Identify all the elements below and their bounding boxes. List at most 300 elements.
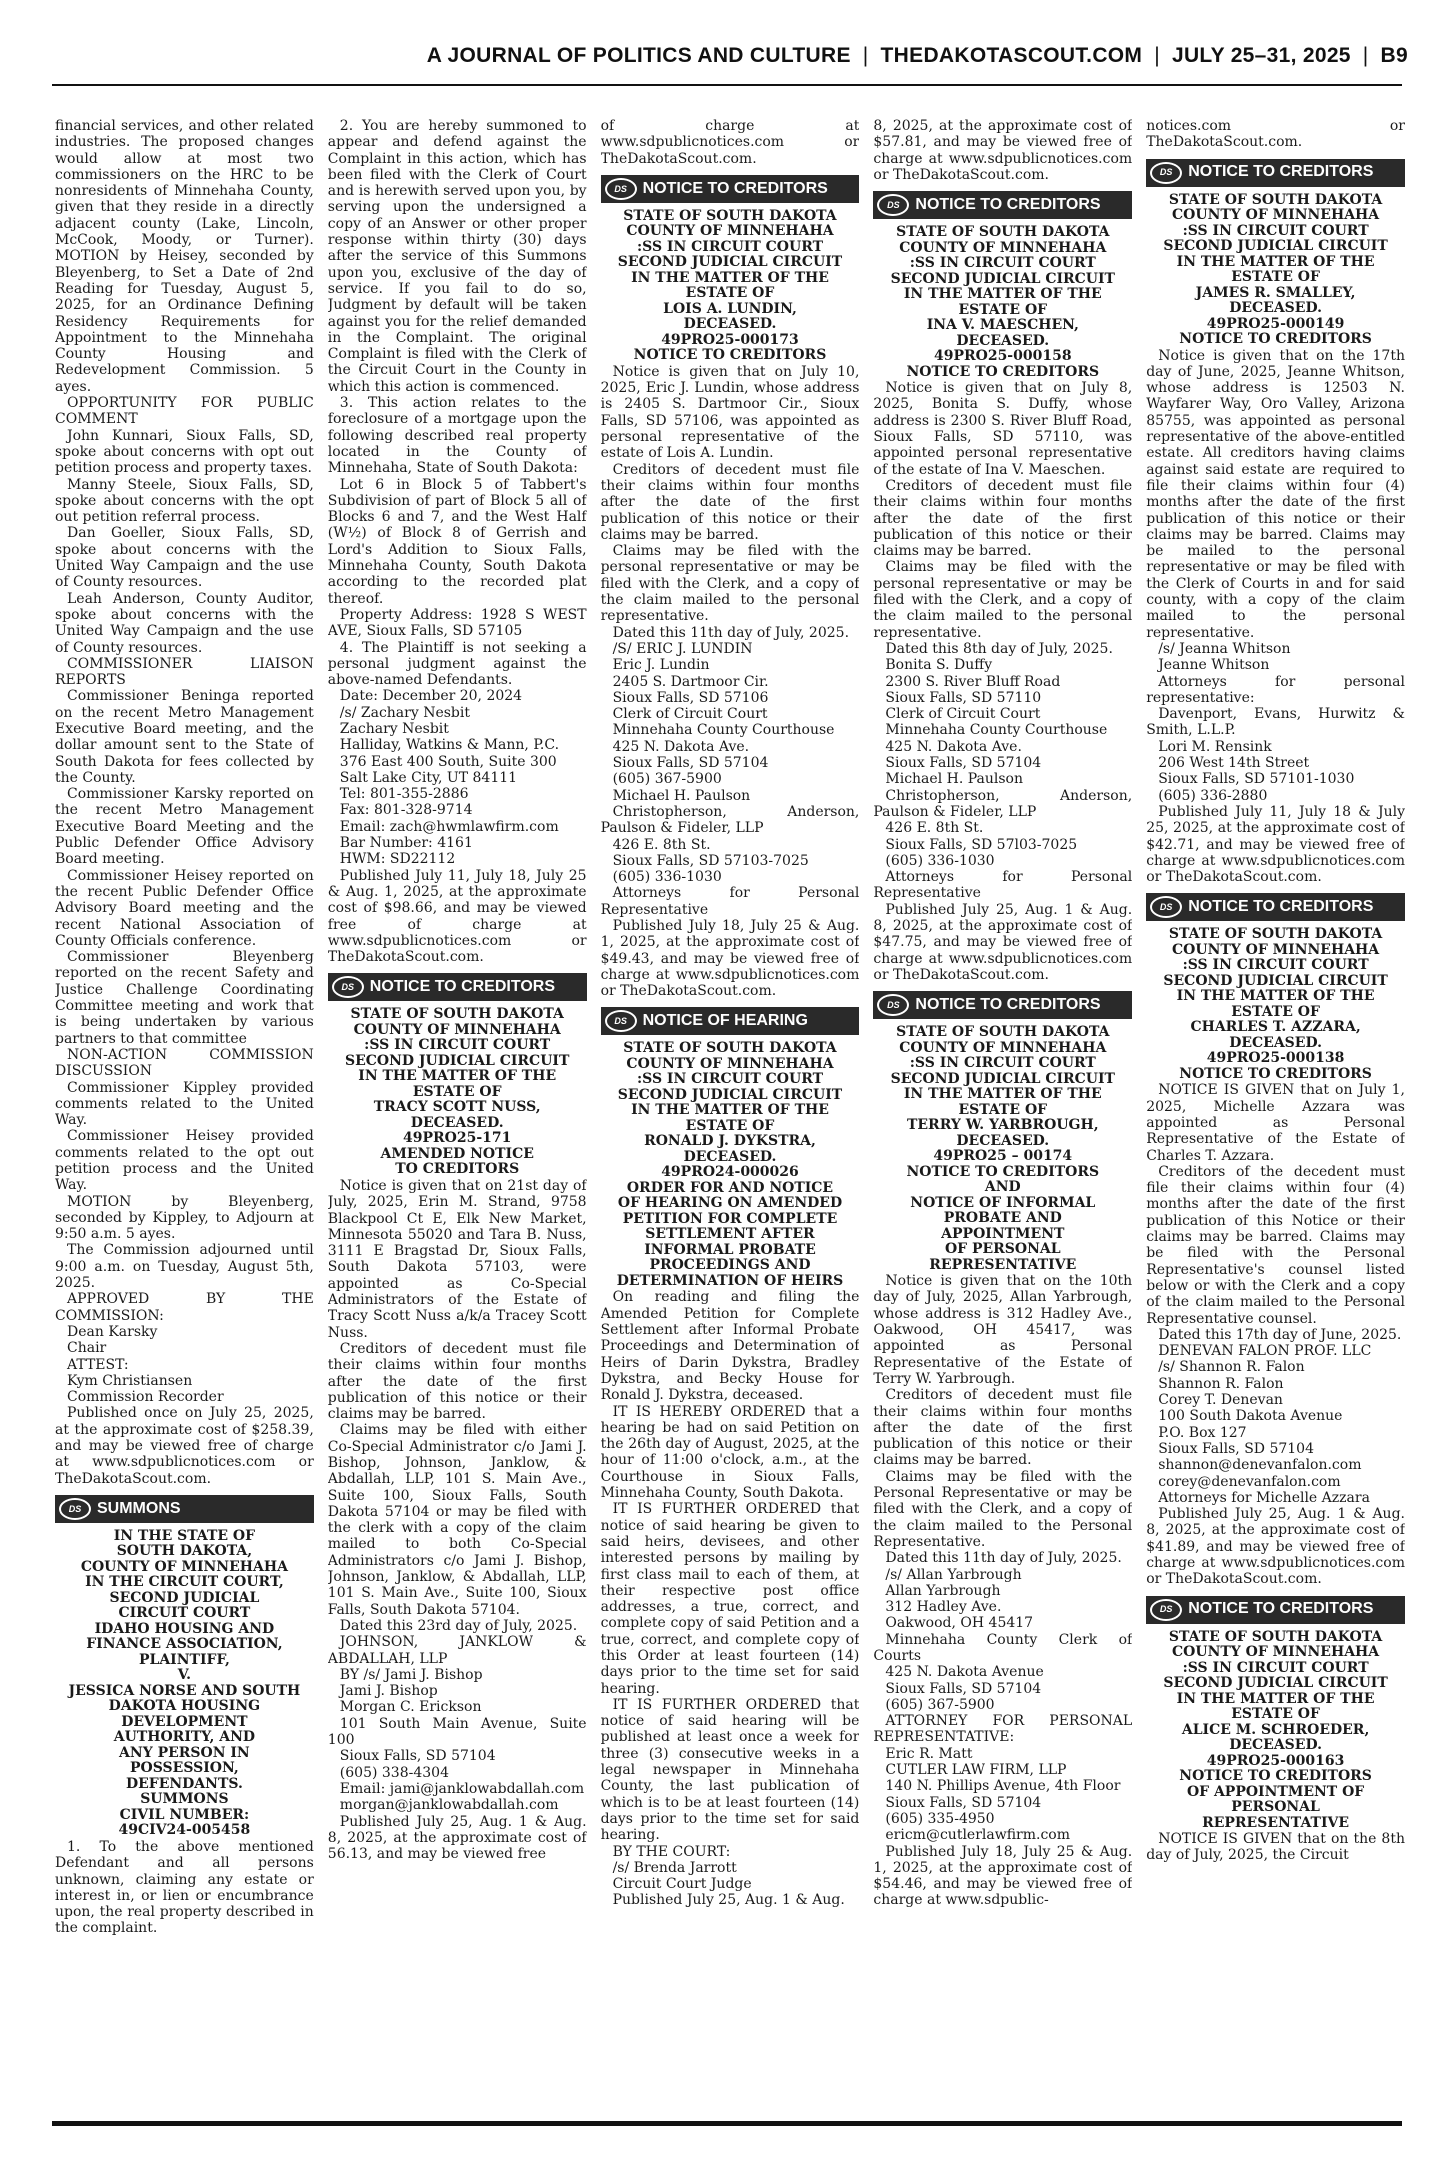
paragraph: IT IS FURTHER ORDERED that notice of said hearing be given to said heirs, devisees, and other interested persons by mailing by first class mail to each of them, at their respective post office addresses, a true, correct, and complete copy of said Petition and a true, correct, and complete copy of this Order at least fourteen (14) days prior to the time set for said hearing. [600, 1501, 860, 1697]
paragraph: Email: zach@hwmlawfirm.com [339, 818, 559, 835]
paragraph: Published July 25, Aug. 1 & Aug. 8, 2025, at the approximate cost of $47.75, and may be viewed free of charge at www.sdpublicnotices.com or TheDakotaScout.com. [873, 901, 1133, 983]
paragraph: Dan Goeller, Sioux Falls, SD, spoke about concerns with the United Way Campaign and the use of County resources. [55, 525, 314, 591]
notice-columns [55, 118, 1405, 2113]
scout-logo-icon: DS [59, 1498, 91, 1520]
caption-line: :SS IN CIRCUIT COURT [909, 255, 1096, 272]
caption-line: NOTICE TO CREDITORS [1179, 331, 1372, 348]
caption-line: DECEASED. [683, 1148, 777, 1165]
caption-line: :SS IN CIRCUIT COURT [909, 1055, 1096, 1072]
paragraph: Lori M. Rensink [1158, 738, 1272, 755]
caption-line: ANY PERSON IN [119, 1744, 250, 1761]
paragraph: Sioux Falls, SD 57104 [1158, 1440, 1314, 1457]
caption-line: 49PRO25-000163 [1206, 1752, 1345, 1769]
caption-line: DEVELOPMENT [121, 1713, 248, 1730]
scout-logo-icon: DS [1150, 162, 1182, 184]
paragraph: of charge at www.sdpublicnotices.com or TheDakotaScout.com. [600, 118, 860, 167]
paragraph: NOTICE IS GIVEN that on the 8th day of July, 2025, the Circuit [1146, 1831, 1405, 1864]
caption-line: REPRESENTATIVE [929, 1256, 1077, 1273]
caption-line: :SS IN CIRCUIT COURT [636, 238, 824, 255]
paragraph: Bonita S. Duffy [885, 657, 993, 674]
paragraph: Sioux Falls, SD 57101-1030 [1158, 771, 1355, 788]
paragraph: Attorneys for Personal Representative [873, 869, 1133, 902]
caption-line: DEFENDANTS. [125, 1775, 243, 1792]
caption-line: :SS IN CIRCUIT COURT [364, 1037, 551, 1054]
paragraph: 312 Hadley Ave. [885, 1599, 1002, 1616]
section-header-notice-of-hearing [601, 1007, 860, 1035]
paragraph: Davenport, Evans, Hurwitz & Smith, L.L.P. [1146, 706, 1405, 739]
caption-line: SETTLEMENT AFTER [645, 1226, 815, 1243]
paragraph: Sioux Falls, SD 57l03-7025 [885, 836, 1078, 853]
caption-line: OF APPOINTMENT OF [1186, 1783, 1365, 1800]
paragraph: Christopherson, Anderson, Paulson & Fideler, LLP [873, 787, 1133, 820]
caption-line: STATE OF SOUTH DAKOTA [623, 1040, 837, 1057]
paragraph: Commission Recorder [67, 1389, 224, 1406]
scout-logo-icon: DS [877, 994, 909, 1016]
section-header-label: NOTICE TO CREDITORS [1188, 163, 1374, 181]
paragraph: Manny Steele, Sioux Falls, SD, spoke about concerns with the opt out petition referral process. [55, 476, 314, 526]
paragraph: Sioux Falls, SD 57104 [885, 755, 1042, 772]
paragraph: Sioux Falls, SD 57110 [885, 689, 1042, 706]
paragraph: Lot 6 in Block 5 of Tabbert's Subdivision of part of Block 5 all of Blocks 6 and 7, and the West Half (W½) of Block 8 of Gerrish and Lord's Addition to Sioux Falls, Minnehaha County, South Dakota according to the recorded plat thereof. [327, 476, 587, 607]
paragraph: Eric R. Matt [885, 1745, 973, 1762]
case-caption [1146, 1630, 1405, 1832]
paragraph: Michael H. Paulson [885, 771, 1023, 788]
paragraph: /s/ Allan Yarbrough [885, 1566, 1022, 1583]
caption-line: STATE OF SOUTH DAKOTA [896, 1024, 1110, 1041]
paragraph: notices.com or TheDakotaScout.com. [1146, 118, 1405, 151]
caption-line: 49PRO25-171 [403, 1130, 512, 1147]
caption-line: DAKOTA HOUSING [108, 1698, 261, 1715]
paragraph: Dean Karsky [67, 1323, 158, 1340]
caption-line: PERSONAL [1231, 1799, 1320, 1816]
caption-line: IN THE MATTER OF THE [631, 1102, 829, 1119]
caption-line: IN THE STATE OF [113, 1527, 256, 1544]
paragraph: 140 N. Phillips Avenue, 4th Floor [885, 1778, 1121, 1795]
caption-line: :SS IN CIRCUIT COURT [636, 1071, 824, 1088]
caption-line: IN THE MATTER OF THE [1176, 988, 1375, 1005]
section-header-label: SUMMONS [97, 1499, 181, 1517]
section-header-label: NOTICE TO CREDITORS [1188, 898, 1374, 916]
paragraph: 425 N. Dakota Avenue [885, 1664, 1044, 1681]
paragraph: 426 E. 8th St. [885, 820, 984, 837]
paragraph: Creditors of decedent must file their claims within four months after the date of the first publication of this notice or their claims may be barred. [327, 1340, 587, 1423]
top-rule [52, 84, 1402, 86]
masthead-separator: | [862, 44, 869, 67]
paragraph: (605) 367-5900 [885, 1696, 995, 1713]
case-caption [601, 209, 860, 364]
caption-line: DECEASED. [410, 1114, 504, 1131]
paragraph: The Commission adjourned until 9:00 a.m. on Tuesday, August 5th, 2025. [55, 1242, 314, 1292]
paragraph: Commissioner Bleyenberg reported on the recent Safety and Justice Challenge Coordinating Committee meeting and work that is being undertaken by various partners to that committee [55, 949, 314, 1047]
caption-line: 49PRO25 – 00174 [933, 1148, 1073, 1165]
caption-line: SECOND JUDICIAL [109, 1589, 260, 1606]
paragraph: (605) 336-2880 [1158, 787, 1268, 804]
caption-line: AMENDED NOTICE [380, 1145, 534, 1162]
paragraph: Creditors of decedent must file their claims within four months after the date of the first publication of this notice or their claims may be barred. [873, 1387, 1133, 1469]
paragraph: Date: December 20, 2024 [339, 688, 523, 705]
caption-line: REPRESENTATIVE [1202, 1814, 1350, 1831]
caption-line: ESTATE OF [685, 1117, 775, 1134]
paragraph: (605) 335-4950 [885, 1810, 995, 1827]
paragraph: Commissioner Heisey reported on the recent Public Defender Office Advisory Board meeting and the recent National Association of County Officials conference. [55, 867, 314, 949]
paragraph: Sioux Falls, SD 57106 [612, 689, 769, 706]
paragraph: 2. You are hereby summoned to appear and defend against the Complaint in this action, which has been filed with the Clerk of Court and is herewith served upon you, by serving upon the undersigned a copy of an Answer or other proper response within thirty (30) days after the service of this Summons upon you, exclusive of the day of service. If you fail to do so, Judgment by default will be taken against you for the relief demanded in the Complaint. The original Complaint is filed with the Clerk of the Circuit Court in the County in which this action is commenced. [327, 118, 587, 395]
paragraph: Published July 18, July 25 & Aug. 1, 2025, at the approximate cost of $49.43, and may be viewed free of charge at www.sdpublicnotices.com or TheDakotaScout.com. [600, 917, 860, 1000]
caption-line: SECOND JUDICIAL CIRCUIT [617, 254, 843, 271]
caption-line: COUNTY OF MINNEHAHA [899, 1039, 1107, 1056]
paragraph: shannon@denevanfalon.com [1158, 1457, 1362, 1474]
section-header-label: NOTICE TO CREDITORS [642, 179, 828, 197]
paragraph: Claims may be filed with the Personal Representative or may be filed with the Clerk, and a copy of the claim mailed to the Personal Representative. [873, 1468, 1133, 1550]
caption-line: SUMMONS [140, 1791, 229, 1808]
paragraph: (605) 367-5900 [612, 771, 722, 788]
paragraph: MOTION by Bleyenberg, seconded by Kippley, to Adjourn at 9:50 a.m. 5 ayes. [55, 1193, 314, 1243]
paragraph: 101 South Main Avenue, Suite 100 [327, 1715, 587, 1749]
caption-line: NOTICE TO CREDITORS [1179, 1065, 1372, 1082]
caption-line: ALICE M. SCHROEDER, [1181, 1721, 1370, 1738]
paragraph: Attorneys for personal representative: [1146, 673, 1405, 706]
caption-line: :SS IN CIRCUIT COURT [1182, 957, 1369, 974]
paragraph: IT IS HEREBY ORDERED that a hearing be had on said Petition on the 26th day of August, 2025, at the hour of 11:00 o'clock, a.m., at the Courthouse in Sioux Falls, Minnehaha County, South Dakota. [600, 1403, 860, 1502]
paragraph: Published July 25, Aug. 1 & Aug. [612, 1892, 845, 1909]
paragraph: Dated this 8th day of July, 2025. [885, 640, 1113, 657]
paragraph: Sioux Falls, SD 57104 [339, 1748, 496, 1765]
caption-line: 49PRO25-000138 [1206, 1050, 1345, 1067]
paragraph: Email: jami@janklowabdallah.com [339, 1780, 585, 1797]
bottom-rule [52, 2121, 1402, 2126]
paragraph: IT IS FURTHER ORDERED that notice of said hearing will be published at least once a week for three (3) consecutive weeks in a legal newspaper in Minnehaha County, the last publication of which is to be at least fourteen (14) days prior to the time set for said hearing. [600, 1696, 860, 1844]
caption-line: IN THE MATTER OF THE [631, 269, 829, 286]
caption-line: SECOND JUDICIAL CIRCUIT [1163, 1675, 1388, 1692]
caption-line: OF HEARING ON AMENDED [617, 1195, 843, 1212]
case-caption [873, 1025, 1132, 1273]
section-header-label: NOTICE TO CREDITORS [369, 978, 555, 996]
paragraph: ericm@cutlerlawfirm.com [885, 1827, 1071, 1844]
scout-logo-icon: DS [1150, 1599, 1182, 1621]
paragraph: Notice is given that on 21st day of July, 2025, Erin M. Strand, 9758 Blackpool Ct E, Elk New Market, Minnesota 55020 and Tara B. Nuss, 3111 E Bragstad Dr, Sioux Falls, South Dakota 57103, were appointed as Co-Special Administrators of the Estate of Tracy Scott Nuss a/k/a Tracey Scott Nuss. [327, 1177, 587, 1341]
caption-line: DECEASED. [1229, 300, 1322, 317]
caption-line: TERRY W. YARBROUGH, [906, 1117, 1099, 1134]
section-header-label: NOTICE TO CREDITORS [1188, 1600, 1374, 1618]
paragraph: NON-ACTION COMMISSION DISCUSSION [55, 1046, 314, 1080]
paragraph: /s/ Zachary Nesbit [339, 704, 470, 721]
paragraph: /s/ Shannon R. Falon [1158, 1359, 1305, 1376]
caption-line: IN THE MATTER OF THE [903, 1086, 1102, 1103]
page-number: B9 [1380, 44, 1408, 67]
paragraph: 2300 S. River Bluff Road [885, 673, 1061, 690]
paragraph: BY THE COURT: [612, 1843, 731, 1860]
paragraph: P.O. Box 127 [1158, 1424, 1247, 1441]
paragraph: Notice is given that on July 8, 2025, Bonita S. Duffy, whose address is 2300 S. River Bluff Road, Sioux Falls, SD 57110, was appointed personal representative of the estate of Ina V. Maeschen. [873, 380, 1133, 478]
paragraph: Bar Number: 4161 [339, 835, 473, 852]
paragraph: Published July 18, July 25 & Aug. 1, 2025, at the approximate cost of $54.46, and may be viewed free of charge at www.sdpublic- [873, 1843, 1133, 1909]
caption-line: SECOND JUDICIAL CIRCUIT [890, 270, 1115, 287]
masthead-dates: JULY 25–31, 2025 [1171, 44, 1351, 67]
caption-line: SOUTH DAKOTA, [116, 1543, 253, 1560]
paragraph: ATTORNEY FOR PERSONAL REPRESENTATIVE: [873, 1713, 1133, 1746]
paragraph: CUTLER LAW FIRM, LLP [885, 1762, 1067, 1779]
paragraph: Attorneys for Personal Representative [600, 885, 860, 918]
case-caption [601, 1041, 860, 1289]
caption-line: SECOND JUDICIAL CIRCUIT [1163, 972, 1388, 989]
case-caption [328, 1007, 587, 1178]
paragraph: JOHNSON, JANKLOW & ABDALLAH, LLP [327, 1634, 587, 1667]
paragraph: On reading and filing the Amended Petition for Complete Settlement after Informal Probate Proceedings and Determination of Heirs of Darin Dykstra, Bradley Dykstra, and Becky House for Ronald J. Dykstra, deceased. [600, 1289, 860, 1404]
caption-line: AUTHORITY, AND [113, 1729, 256, 1746]
paragraph: Kym Christiansen [67, 1372, 193, 1389]
caption-line: DECEASED. [1229, 1737, 1322, 1754]
caption-line: ESTATE OF [1231, 1003, 1320, 1020]
caption-line: STATE OF SOUTH DAKOTA [1168, 191, 1383, 208]
paragraph: 425 N. Dakota Ave. [885, 738, 1022, 755]
scout-logo-icon: DS [332, 976, 364, 998]
section-header-notice-to-creditors [601, 175, 860, 203]
paragraph: Eric J. Lundin [612, 657, 710, 674]
paragraph: Sioux Falls, SD 57104 [612, 755, 769, 772]
paragraph: financial services, and other related industries. The proposed changes would allow at most two commissioners on the HRC to be nonresidents of Minnehaha County, given that they reside in a directly adjacent county (Lake, Lincoln, McCook, Moody, or Turner). MOTION by Heisey, seconded by Bleyenberg, to Set a Date of 2nd Reading for Tuesday, August 5, 2025, for an Ordinance Defining Residency Requirements for Appointment to the Minnehaha County Housing and Redevelopment Commission. 5 ayes. [55, 118, 314, 395]
paragraph: Notice is given that on the 17th day of June, 2025, Jeanne Whitson, whose address is 12503 N. Wayfarer Way, Oro Valley, Arizona 85755, was appointed as personal representative of the above-entitled estate. All creditors having claims against said estate are required to file their claims within four (4) months after the date of the first publication of this notice or their claims may be barred. Claims may be mailed to the personal representative or may be filed with the Clerk of Courts in and for said county, with a copy of the claim mailed to the personal representative. [1146, 347, 1405, 641]
caption-line: 49CIV24-005458 [118, 1822, 251, 1839]
paragraph: Creditors of decedent must file their claims within four months after the date of the first publication of this notice or their claims may be barred. [600, 461, 860, 543]
caption-line: STATE OF SOUTH DAKOTA [350, 1006, 564, 1023]
paragraph: Dated this 11th day of July, 2025. [885, 1550, 1122, 1567]
caption-line: NOTICE TO CREDITORS [1179, 1768, 1372, 1785]
column-1 [55, 118, 314, 2113]
paragraph: 2405 S. Dartmoor Cir. [612, 673, 769, 690]
caption-line: STATE OF SOUTH DAKOTA [623, 207, 837, 224]
caption-line: OF PERSONAL [944, 1241, 1061, 1258]
caption-line: NOTICE OF INFORMAL [910, 1194, 1096, 1211]
caption-line: PROBATE AND [943, 1210, 1062, 1227]
caption-line: :SS IN CIRCUIT COURT [1182, 1659, 1369, 1676]
caption-line: FINANCE ASSOCIATION, [86, 1636, 283, 1653]
masthead-section: A JOURNAL OF POLITICS AND CULTURE [426, 44, 851, 67]
caption-line: COUNTY OF MINNEHAHA [626, 1055, 834, 1072]
caption-line: ESTATE OF [958, 301, 1048, 318]
paragraph: Leah Anderson, County Auditor, spoke about concerns with the United Way Campaign and the use of County resources. [55, 590, 314, 656]
caption-line: STATE OF SOUTH DAKOTA [1168, 926, 1383, 943]
caption-line: STATE OF SOUTH DAKOTA [896, 224, 1110, 241]
paragraph: Notice is given that on the 10th day of July, 2025, Allan Yarbrough, whose address is 312 Hadley Ave., Oakwood, OH 45417, was appointed as Personal Representative of the Estate of Terry W. Yarbrough. [873, 1273, 1133, 1387]
paragraph: Creditors of the decedent must file their claims within four (4) months after the date of the first publication of this Notice or their claims may be barred. Claims may be filed with the Personal Representative's counsel listed below or with the Clerk and a copy of the claim mailed to the Personal Representative counsel. [1146, 1163, 1405, 1327]
paragraph: Claims may be filed with either Co-Special Administrator c/o Jami J. Bishop, Johnson, Janklow, & Abdallah, LLP, 101 S. Main Ave., Suite 100, Sioux Falls, South Dakota 57104 or may be filed with the clerk with a copy of the claim mailed to both Co-Special Administrators c/o Jami J. Bishop, Johnson, Janklow, & Abdallah, LLP, 101 S. Main Ave., Suite 100, Sioux Falls, South Dakota 57104. [327, 1422, 587, 1618]
section-header-summons [55, 1495, 314, 1523]
paragraph: /S/ ERIC J. LUNDIN [612, 640, 753, 657]
caption-line: COUNTY OF MINNEHAHA [1172, 207, 1380, 224]
paragraph: Jami J. Bishop [339, 1683, 438, 1700]
paragraph: 1. To the above mentioned Defendant and all persons unknown, claiming any estate or interest in, or lien or encumbrance upon, the real property described in the complaint. [55, 1838, 314, 1937]
paragraph: Shannon R. Falon [1158, 1375, 1284, 1392]
column-2 [328, 118, 587, 2113]
caption-line: IN THE MATTER OF THE [903, 286, 1102, 303]
paragraph: Clerk of Circuit Court [612, 706, 768, 723]
paragraph: corey@denevanfalon.com [1158, 1473, 1341, 1490]
caption-line: ESTATE OF [685, 285, 775, 302]
caption-line: 49PRO25-000158 [933, 348, 1072, 365]
caption-line: COUNTY OF MINNEHAHA [353, 1021, 561, 1038]
masthead-separator: | [1362, 44, 1369, 67]
caption-line: CIRCUIT COURT [118, 1605, 251, 1622]
paragraph: Claims may be filed with the personal representative or may be filed with the Clerk, and a copy of the claim mailed to the personal representative. [600, 543, 860, 625]
scout-logo-icon: DS [1150, 896, 1182, 918]
masthead-separator: | [1154, 44, 1160, 67]
paragraph: Notice is given that on July 10, 2025, Eric J. Lundin, whose address is 2405 S. Dartmoor Cir., Sioux Falls, SD 57106, was appointed as personal representative of the estate of Lois A. Lundin. [600, 363, 860, 462]
paragraph: Claims may be filed with the personal representative or may be filed with the Clerk, and a copy of the claim mailed to the personal representative. [873, 559, 1133, 641]
case-caption [1146, 193, 1405, 348]
caption-line: 49PRO25-000149 [1206, 315, 1345, 332]
paragraph: Published July 11, July 18 & July 25, 2025, at the approximate cost of $42.71, and may be viewed free of charge at www.sdpublicnotices.com or TheDakotaScout.com. [1146, 803, 1405, 886]
paragraph: BY /s/ Jami J. Bishop [339, 1666, 483, 1683]
paragraph: 4. The Plaintiff is not seeking a personal judgment against the above-named Defendants. [327, 639, 587, 689]
caption-line: DECEASED. [956, 332, 1050, 349]
caption-line: INA V. MAESCHEN, [926, 317, 1079, 334]
paragraph: Allan Yarbrough [885, 1582, 1001, 1599]
caption-line: PETITION FOR COMPLETE [622, 1210, 838, 1227]
paragraph: 100 South Dakota Avenue [1158, 1408, 1343, 1425]
caption-line: COUNTY OF MINNEHAHA [1172, 1644, 1380, 1661]
caption-line: PROCEEDINGS AND [649, 1257, 811, 1274]
caption-line: ESTATE OF [1231, 269, 1320, 286]
caption-line: PLAINTIFF, [138, 1651, 230, 1668]
paragraph: (605) 336-1030 [885, 852, 995, 869]
paragraph: OPPORTUNITY FOR PUBLIC COMMENT [55, 395, 314, 428]
caption-line: IDAHO HOUSING AND [94, 1620, 275, 1637]
caption-line: DECEASED. [1229, 1034, 1322, 1051]
paragraph: 206 West 14th Street [1158, 755, 1310, 772]
paragraph: Published July 25, Aug. 1 & Aug. 8, 2025, at the approximate cost of $41.89, and may be viewed free of charge at www.sdpublicnotices.com or TheDakotaScout.com. [1146, 1506, 1405, 1588]
paragraph: Published July 25, Aug. 1 & Aug. 8, 2025, at the approximate cost of 56.13, and may be viewed free [327, 1813, 587, 1863]
paragraph: Christopherson, Anderson, Paulson & Fideler, LLP [600, 803, 860, 837]
column-3 [601, 118, 860, 2113]
scout-logo-icon: DS [605, 178, 637, 200]
paragraph: Property Address: 1928 S WEST AVE, Sioux Falls, SD 57105 [327, 606, 587, 640]
caption-line: RONALD J. DYKSTRA, [644, 1133, 816, 1150]
paragraph: Corey T. Denevan [1158, 1392, 1283, 1409]
paragraph: Published July 11, July 18, July 25 & Aug. 1, 2025, at the approximate cost of $98.66, and may be viewed free of charge at www.sdpublicnotices.com or TheDakotaScout.com. [327, 867, 587, 966]
paragraph: Creditors of decedent must file their claims within four months after the date of the first publication of this notice or their claims may be barred. [873, 477, 1133, 560]
section-header-notice-to-creditors [1146, 1596, 1405, 1624]
paragraph: 376 East 400 South, Suite 300 [339, 753, 557, 770]
paragraph: Michael H. Paulson [612, 787, 751, 804]
paragraph: Jeanne Whitson [1158, 657, 1270, 674]
section-header-notice-to-creditors [1146, 893, 1405, 921]
paragraph: Fax: 801-328-9714 [339, 802, 473, 819]
section-header-notice-to-creditors [873, 991, 1132, 1019]
paragraph: COMMISSIONER LIAISON REPORTS [55, 655, 314, 689]
caption-line: 49PRO25-000173 [661, 331, 799, 348]
paragraph: ATTEST: [67, 1356, 129, 1373]
paragraph: DENEVAN FALON PROF. LLC [1158, 1343, 1372, 1360]
paragraph: Commissioner Heisey provided comments related to the opt out petition process and the United Way. [55, 1128, 314, 1194]
caption-line: ESTATE OF [412, 1083, 502, 1100]
caption-line: DECEASED. [683, 316, 777, 333]
caption-line: 49PRO24-000026 [661, 1164, 799, 1181]
caption-line: APPOINTMENT [941, 1225, 1065, 1242]
masthead-site: THEDAKOTASCOUT.COM [880, 44, 1143, 67]
caption-line: IN THE MATTER OF THE [1176, 1690, 1375, 1707]
caption-line: STATE OF SOUTH DAKOTA [1168, 1628, 1383, 1645]
section-header-label: NOTICE OF HEARING [642, 1012, 808, 1030]
caption-line: NOTICE TO CREDITORS [906, 363, 1100, 380]
caption-line: COUNTY OF MINNEHAHA [899, 239, 1107, 256]
caption-line: ESTATE OF [958, 1101, 1048, 1118]
paragraph: Halliday, Watkins & Mann, P.C. [339, 737, 560, 754]
caption-line: ESTATE OF [1231, 1706, 1320, 1723]
paragraph: Commissioner Kippley provided comments related to the United Way. [55, 1079, 314, 1129]
section-header-notice-to-creditors [328, 973, 587, 1001]
caption-line: ORDER FOR AND NOTICE [626, 1179, 834, 1196]
caption-line: SECOND JUDICIAL CIRCUIT [617, 1086, 843, 1103]
paragraph: 3. This action relates to the foreclosure of a mortgage upon the following described real property located in the County of Minnehaha, State of South Dakota: [327, 395, 587, 477]
case-caption [1146, 927, 1405, 1082]
paragraph: Attorneys for Michelle Azzara [1158, 1489, 1370, 1506]
caption-line: SECOND JUDICIAL CIRCUIT [890, 1070, 1115, 1087]
caption-line: IN THE MATTER OF THE [358, 1068, 557, 1085]
column-5 [1146, 118, 1405, 2113]
section-header-label: NOTICE TO CREDITORS [915, 196, 1101, 214]
caption-line: JESSICA NORSE AND SOUTH [68, 1682, 301, 1699]
paragraph: Minnehaha County Courthouse [612, 722, 835, 739]
caption-line: NOTICE TO CREDITORS [906, 1163, 1100, 1180]
caption-line: COUNTY OF MINNEHAHA [1172, 941, 1380, 958]
paragraph: John Kunnari, Sioux Falls, SD, spoke about concerns with opt out petition process and property taxes. [55, 427, 314, 477]
caption-line: CHARLES T. AZZARA, [1190, 1019, 1361, 1036]
caption-line: IN THE CIRCUIT COURT, [85, 1574, 284, 1591]
masthead [427, 44, 1408, 68]
paragraph: Tel: 801-355-2886 [339, 786, 469, 803]
caption-line: DETERMINATION OF HEIRS [616, 1272, 844, 1289]
caption-line: TO CREDITORS [395, 1161, 520, 1178]
caption-line: CIVIL NUMBER: [119, 1806, 250, 1823]
paragraph: Dated this 17th day of June, 2025. [1158, 1326, 1402, 1343]
case-caption [873, 225, 1132, 380]
paragraph: Sioux Falls, SD 57104 [885, 1794, 1042, 1811]
paragraph: APPROVED BY THE COMMISSION: [55, 1291, 314, 1324]
paragraph: Commissioner Beninga reported on the recent Metro Management Executive Board meeting, and the dollar amount sent to the State of South Dakota for fees collected by the County. [55, 688, 314, 786]
paragraph: Zachary Nesbit [339, 720, 449, 737]
section-header-notice-to-creditors [873, 191, 1132, 219]
paragraph: 426 E. 8th St. [612, 836, 711, 853]
caption-line: NOTICE TO CREDITORS [633, 347, 827, 364]
paragraph: Clerk of Circuit Court [885, 706, 1041, 723]
caption-line: POSSESSION, [130, 1760, 239, 1777]
caption-line: DECEASED. [956, 1132, 1050, 1149]
caption-line: JAMES R. SMALLEY, [1195, 284, 1356, 301]
paragraph: Oakwood, OH 45417 [885, 1615, 1034, 1632]
caption-line: IN THE MATTER OF THE [1176, 253, 1375, 270]
paragraph: Published once on July 25, 2025, at the approximate cost of $258.39, and may be viewed free of charge at www.sdpublicnotices.com or TheDakotaScout.com. [55, 1405, 314, 1487]
section-header-notice-to-creditors [1146, 159, 1405, 187]
paragraph: 8, 2025, at the approximate cost of $57.81, and may be viewed free of charge at www.sdpublicnotices.com or TheDakotaScout.com. [873, 118, 1133, 183]
paragraph: Morgan C. Erickson [339, 1699, 482, 1716]
section-header-label: NOTICE TO CREDITORS [915, 996, 1101, 1014]
column-4 [873, 118, 1132, 2113]
paragraph: HWM: SD22112 [339, 851, 456, 868]
caption-line: LOIS A. LUNDIN, [663, 300, 797, 317]
paragraph: Commissioner Karsky reported on the recent Metro Management Executive Board Meeting and the Public Defender Office Advisory Board meeting. [55, 786, 314, 868]
paragraph: Sioux Falls, SD 57104 [885, 1680, 1042, 1697]
paragraph: (605) 338-4304 [339, 1764, 449, 1781]
paragraph: NOTICE IS GIVEN that on July 1, 2025, Michelle Azzara was appointed as Personal Representative of the Estate of Charles T. Azzara. [1146, 1082, 1405, 1164]
paragraph: Circuit Court Judge [612, 1876, 752, 1893]
paragraph: Dated this 23rd day of July, 2025. [339, 1617, 578, 1634]
caption-line: SECOND JUDICIAL CIRCUIT [1163, 238, 1388, 255]
paragraph: 425 N. Dakota Ave. [612, 738, 750, 755]
case-caption [55, 1529, 314, 1839]
caption-line: AND [984, 1179, 1021, 1196]
caption-line: :SS IN CIRCUIT COURT [1182, 222, 1369, 239]
caption-line: V. [177, 1667, 192, 1684]
